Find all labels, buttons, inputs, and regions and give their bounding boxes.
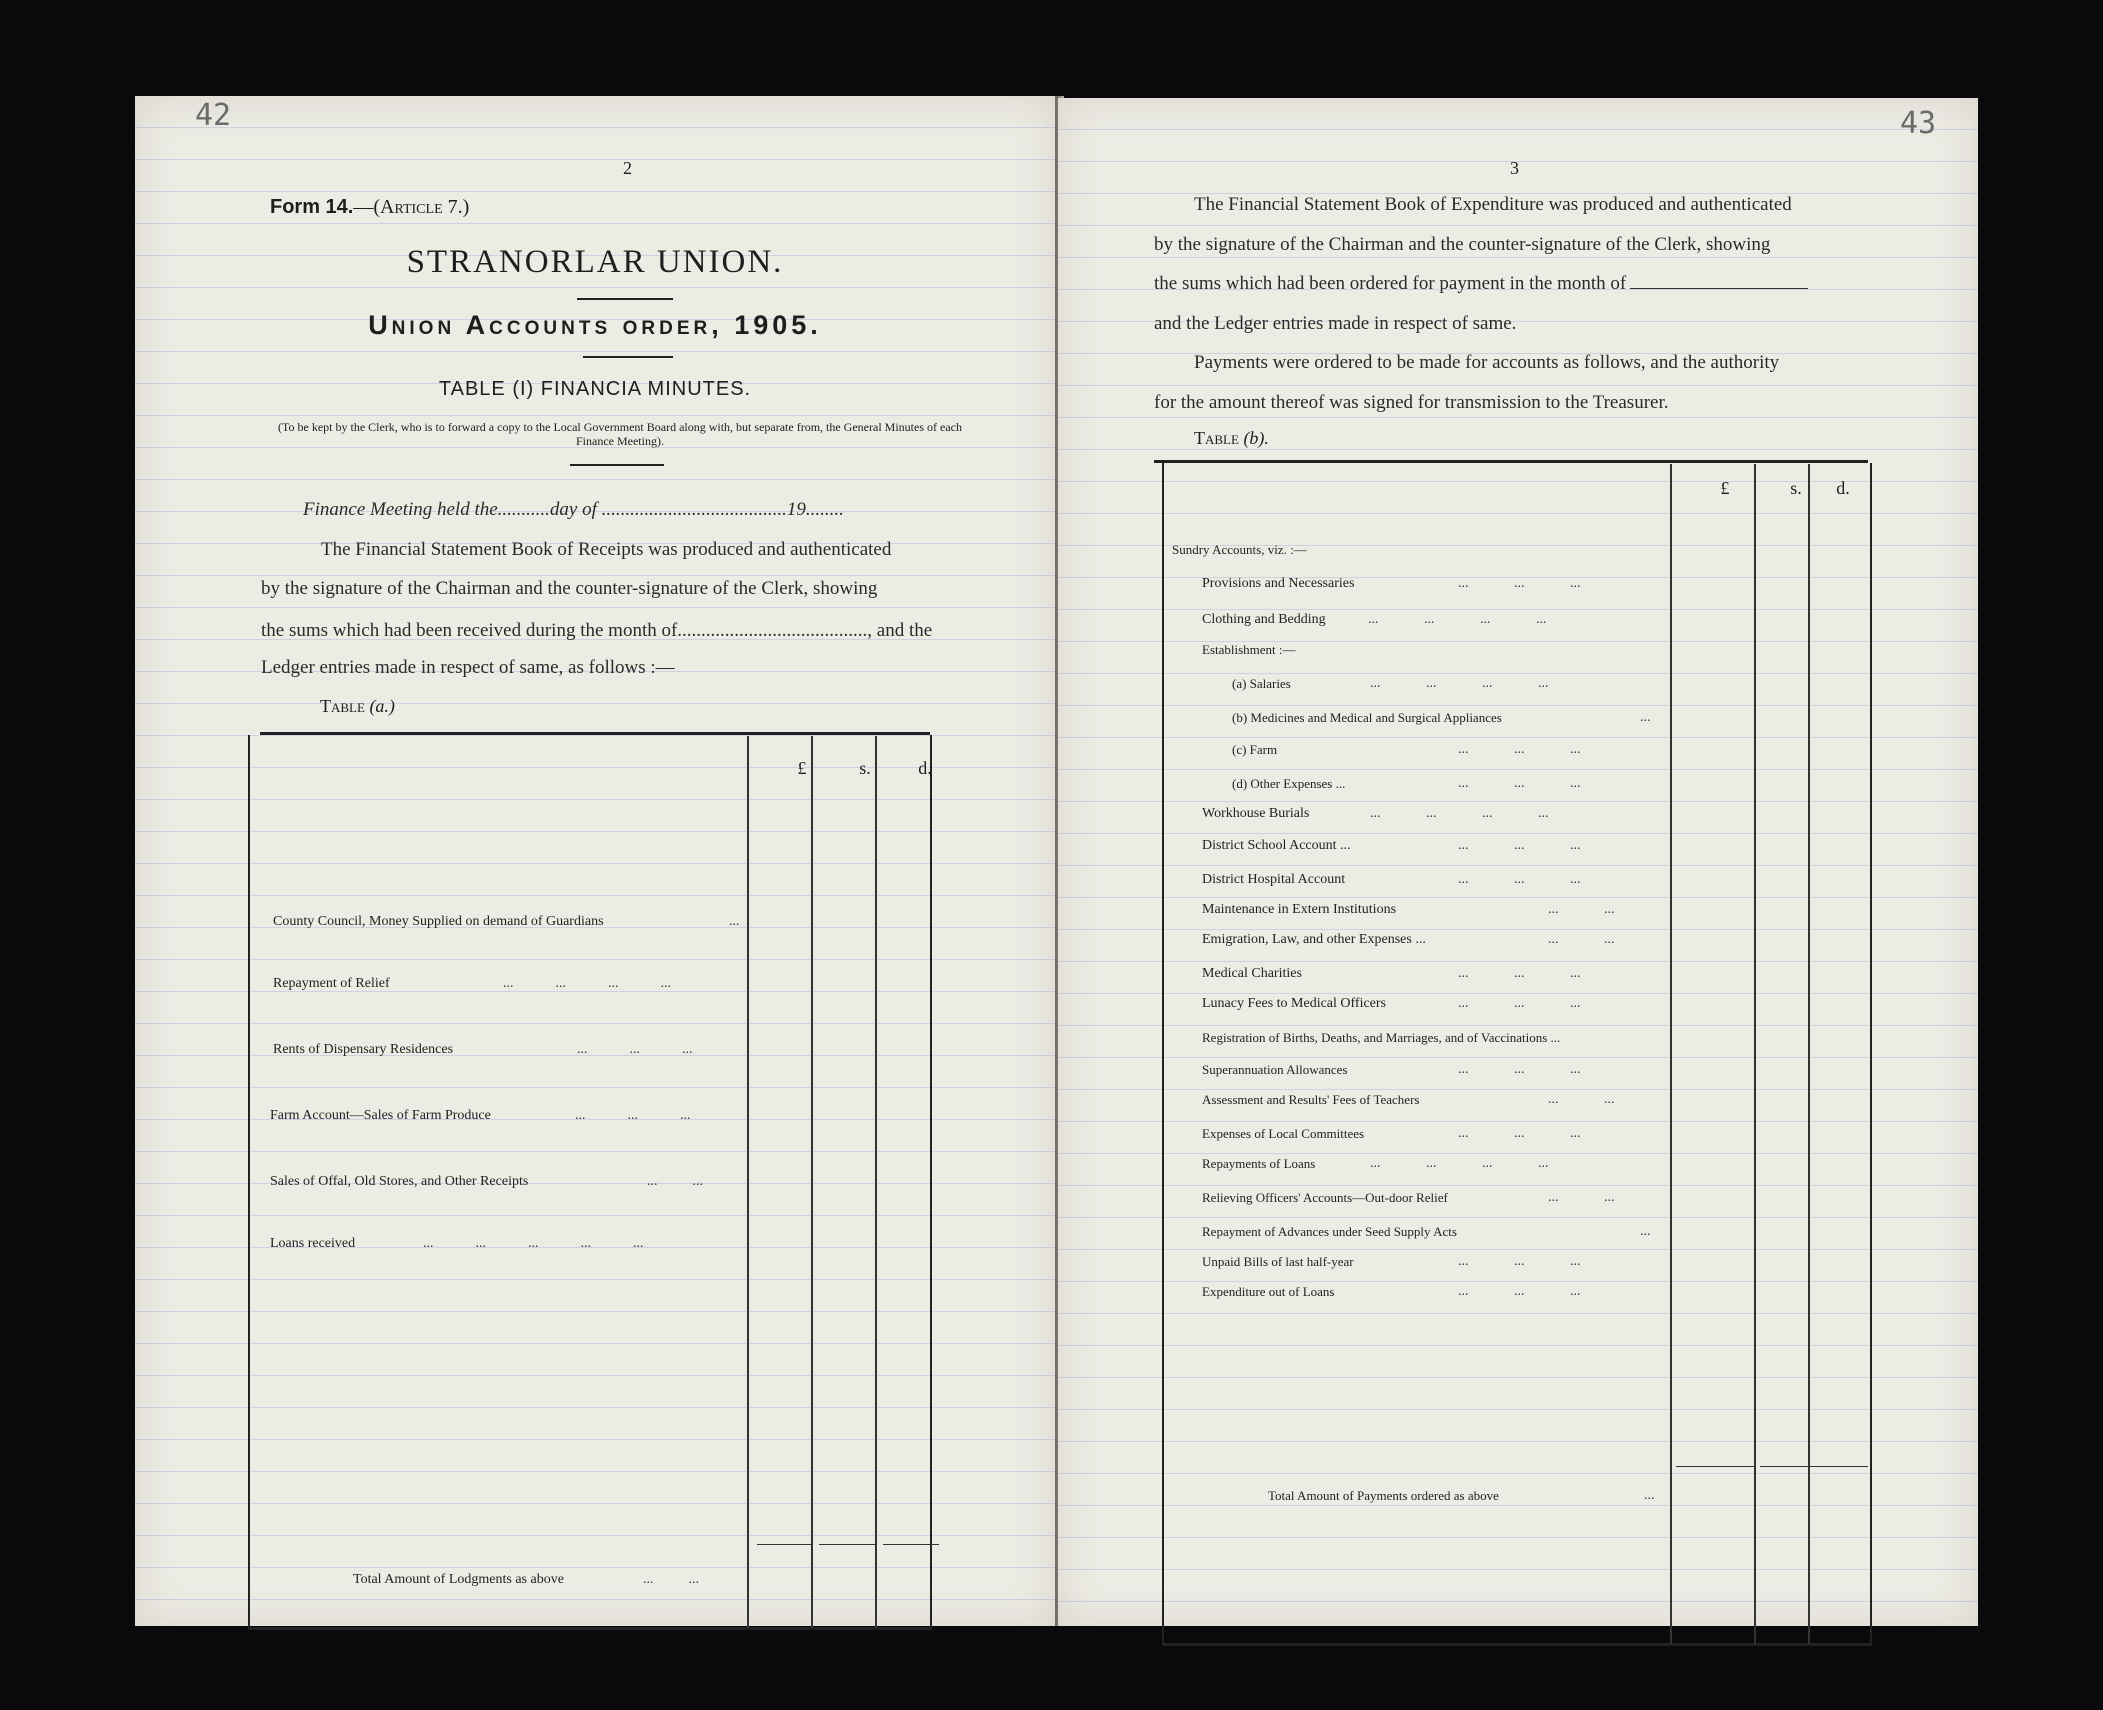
total-rule (1760, 1466, 1814, 1467)
column-divider (1670, 464, 1672, 1644)
total-rule (1676, 1466, 1754, 1467)
table-row: County Council, Money Supplied on demand of Guardians (273, 914, 604, 929)
column-shillings: s. (1790, 478, 1802, 498)
table-row: (d) Other Expenses ... (1232, 776, 1346, 791)
table-label (320, 696, 395, 717)
folio-number: 43 (1900, 106, 1937, 141)
leader-dots: ... ... ... (1458, 838, 1581, 853)
column-pounds: £ (797, 758, 807, 778)
leader-dots: ... (1644, 1488, 1655, 1503)
column-shillings: s. (859, 758, 871, 778)
table-row: Sundry Accounts, viz. :— (1172, 542, 1307, 557)
order-title: Union Accounts order, 1905. (368, 310, 822, 340)
leader-dots: ... (1640, 710, 1651, 725)
form-article: —(Article 7.) (353, 196, 470, 218)
leader-dots: ... ... ... (1458, 576, 1581, 591)
total-row: Total Amount of Lodgments as above (353, 1572, 564, 1587)
page-number: 3 (1510, 158, 1519, 178)
paragraph-line: the sums which had been received during the month of........................................, and the (261, 620, 933, 641)
table-heading: TABLE (I) FINANCIA MINUTES. (438, 378, 752, 400)
table-row: Establishment :— (1202, 642, 1296, 657)
leader-dots: ... ... ... (1458, 742, 1581, 757)
leader-dots: ... ... ... (1458, 1126, 1581, 1141)
leader-dots: ... ... ... (1458, 966, 1581, 981)
table-row: Repayments of Loans (1202, 1156, 1316, 1171)
table-row: (b) Medicines and Medical and Surgical Appliances (1232, 710, 1502, 725)
folio-number: 42 (195, 98, 232, 133)
clerk-note: (To be kept by the Clerk, who is to forward a copy to the Local Government Board along with, but separate from, the General Minutes of each Finance Meeting). (278, 420, 962, 448)
leader-dots: ... ... ... ... (1370, 806, 1549, 821)
page-number: 2 (623, 158, 632, 178)
leader-dots: ... ... (647, 1174, 703, 1189)
form-label-line (270, 196, 469, 219)
table-row: Provisions and Necessaries (1202, 576, 1355, 591)
leader-dots: ... ... ... (1458, 1284, 1581, 1299)
total-rule (1814, 1466, 1868, 1467)
table-row: Relieving Officers' Accounts—Out-door Relief (1202, 1190, 1448, 1205)
leader-dots: ... (729, 914, 740, 929)
leader-dots: ... ... ... (1458, 1254, 1581, 1269)
column-divider (1754, 464, 1756, 1644)
paragraph-line: by the signature of the Chairman and the counter-signature of the Clerk, showing (1154, 234, 1771, 255)
total-row: Total Amount of Payments ordered as above (1268, 1488, 1499, 1503)
total-rule (819, 1544, 875, 1545)
paragraph-line: Ledger entries made in respect of same, as follows :— (261, 657, 675, 678)
table-row: Assessment and Results' Fees of Teachers (1202, 1092, 1420, 1107)
union-name: STRANORLAR UNION. (406, 244, 784, 280)
column-pounds: £ (1720, 478, 1730, 498)
paragraph-line: by the signature of the Chairman and the counter-signature of the Clerk, showing (261, 578, 878, 599)
divider (583, 356, 673, 358)
table-row: Lunacy Fees to Medical Officers (1202, 996, 1387, 1011)
leader-dots: ... ... (643, 1572, 699, 1587)
table-label (1194, 428, 1269, 449)
table-row: Unpaid Bills of last half-year (1202, 1254, 1354, 1269)
table-row: Medical Charities (1202, 966, 1302, 981)
leader-dots: ... ... (1548, 932, 1615, 947)
leader-dots: ... ... (1548, 902, 1615, 917)
leader-dots: ... ... ... (1458, 776, 1581, 791)
table-row: Superannuation Allowances (1202, 1062, 1348, 1077)
leader-dots: ... ... ... (1458, 996, 1581, 1011)
leader-dots: ... ... (1548, 1190, 1615, 1205)
table-row: Workhouse Burials (1202, 806, 1310, 821)
form-label: Form 14. (270, 196, 354, 218)
column-divider (747, 736, 749, 1628)
paragraph-line: The Financial Statement Book of Receipts was produced and authenticated (321, 539, 892, 560)
payments-table (1162, 463, 1872, 1646)
table-label-text: Table (320, 696, 365, 716)
paragraph-line: the sums which had been ordered for payment in the month of (1154, 273, 1808, 295)
leader-dots: ... ... (1548, 1092, 1615, 1107)
table-row: Maintenance in Extern Institutions (1202, 902, 1397, 917)
leader-dots: ... ... ... ... ... (423, 1236, 644, 1251)
table-label-text: Table (1194, 428, 1239, 448)
total-rule (883, 1544, 939, 1545)
table-row: Sales of Offal, Old Stores, and Other Receipts (270, 1174, 529, 1189)
table-row: Loans received (270, 1236, 356, 1251)
table-label-suffix: (a.) (369, 696, 395, 716)
table-label-suffix: (b). (1243, 428, 1269, 448)
table-row: District School Account ... (1202, 838, 1351, 853)
leader-dots: ... ... ... ... (1370, 676, 1549, 691)
table-row: Expenses of Local Committees (1202, 1126, 1365, 1141)
table-row: Repayment of Advances under Seed Supply Acts (1202, 1224, 1457, 1239)
right-page (1058, 98, 1978, 1626)
column-pence: d. (918, 758, 932, 778)
table-row: Farm Account—Sales of Farm Produce (270, 1108, 491, 1123)
table-row: (a) Salaries (1232, 676, 1291, 691)
table-row: (c) Farm (1232, 742, 1278, 757)
leader-dots: ... ... ... (1458, 1062, 1581, 1077)
table-row: Rents of Dispensary Residences (273, 1042, 454, 1057)
column-divider (1808, 464, 1810, 1644)
leader-dots: ... ... ... ... (503, 976, 671, 991)
column-pence: d. (1836, 478, 1850, 498)
table-row: Expenditure out of Loans (1202, 1284, 1335, 1299)
leader-dots: ... (1640, 1224, 1651, 1239)
column-divider (875, 736, 877, 1628)
leader-dots: ... ... ... ... (1368, 612, 1547, 627)
left-page (135, 96, 1055, 1626)
table-row: Repayment of Relief (273, 976, 390, 991)
column-divider (811, 736, 813, 1628)
table-row: District Hospital Account (1202, 872, 1346, 887)
table-row: Clothing and Bedding (1202, 612, 1326, 627)
leader-dots: ... ... ... (577, 1042, 693, 1057)
paragraph-line: Payments were ordered to be made for accounts as follows, and the authority (1194, 352, 1780, 373)
paragraph-line: for the amount thereof was signed for transmission to the Treasurer. (1154, 392, 1669, 413)
divider (570, 464, 664, 466)
total-rule (757, 1544, 811, 1545)
leader-dots: ... ... ... (1458, 872, 1581, 887)
divider (577, 298, 673, 300)
leader-dots: ... ... ... (575, 1108, 691, 1123)
leader-dots: ... ... ... ... (1370, 1156, 1549, 1171)
paragraph-line: The Financial Statement Book of Expenditure was produced and authenticated (1194, 194, 1792, 215)
meeting-line: Finance Meeting held the...........day of .......................................19........ (303, 499, 844, 520)
paragraph-line: and the Ledger entries made in respect of same. (1154, 313, 1517, 334)
table-row: Emigration, Law, and other Expenses ... (1202, 932, 1426, 947)
table-row: Registration of Births, Deaths, and Marriages, and of Vaccinations ... (1202, 1030, 1561, 1045)
